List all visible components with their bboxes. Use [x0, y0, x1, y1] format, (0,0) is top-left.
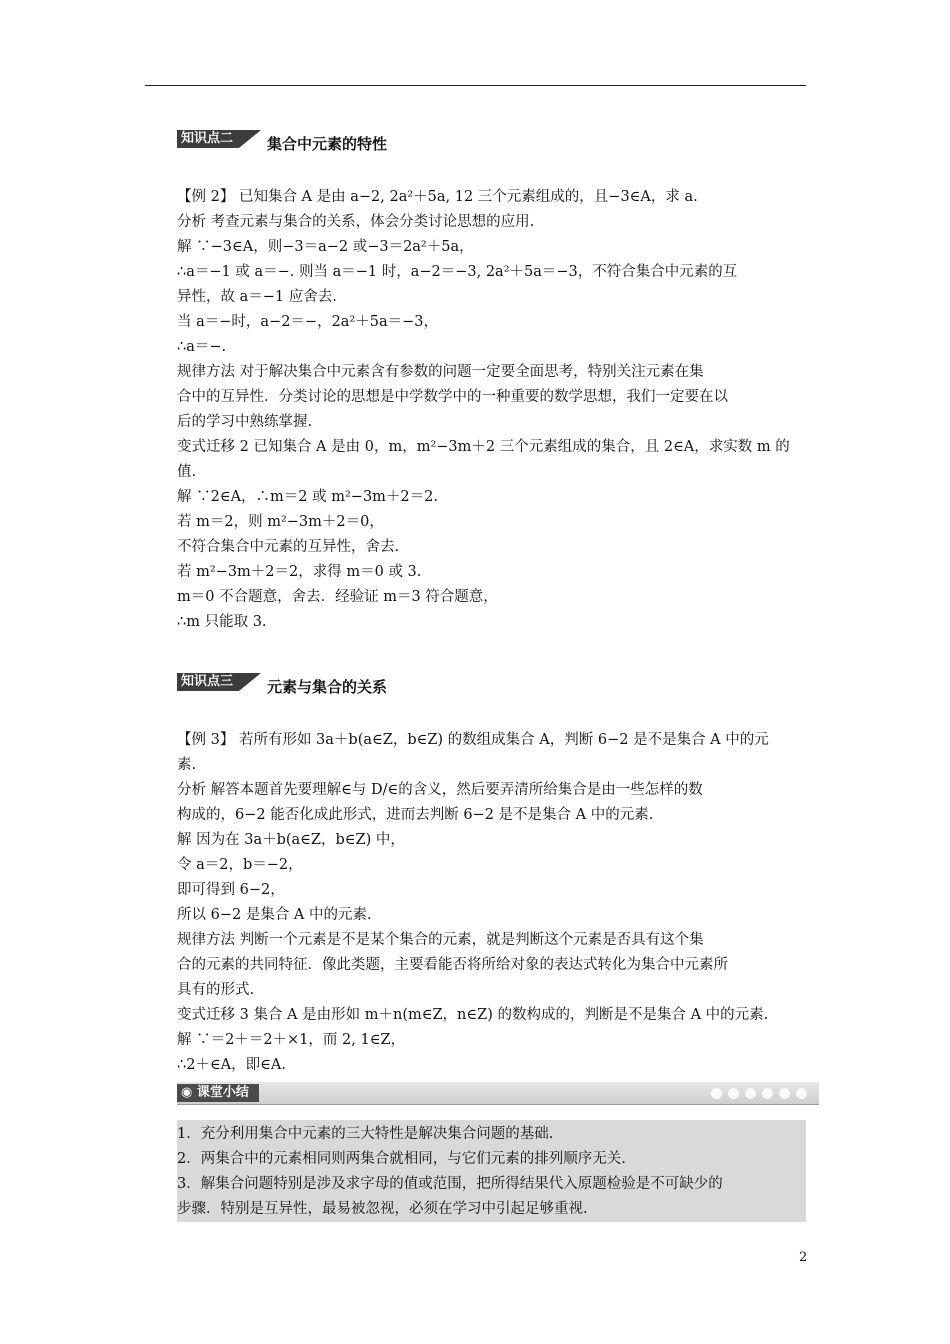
section-heading-2 [177, 128, 388, 153]
text-line: ∴a＝−. [177, 339, 227, 355]
text-line: ∴a＝−1 或 a＝−. 则当 a＝−1 时，a−2＝−3, 2a²＋5a＝−3，不符合集合中元素的互 [177, 264, 738, 280]
text-line: ∴m 只能取 3. [177, 614, 267, 630]
text-line: 令 a＝2，b＝−2， [177, 857, 303, 873]
dot-icon [711, 1088, 722, 1099]
section-title-2: 集合中元素的特性 [267, 134, 388, 153]
header-rule [145, 85, 806, 86]
text-line: 所以 6−2 是集合 A 中的元素. [177, 907, 372, 923]
text-line: 规律方法 判断一个元素是不是某个集合的元素，就是判断这个元素是否具有这个集 [177, 932, 704, 948]
text-line: 解 ∵2∈A，∴m＝2 或 m²−3m＋2＝2. [177, 489, 438, 505]
text-line: ∴2＋∈A，即∈A. [177, 1057, 286, 1073]
text-line: 分析 考查元素与集合的关系，体会分类讨论思想的应用. [177, 214, 535, 230]
text-line: 解 ∵−3∈A，则−3＝a−2 或−3＝2a²＋5a， [177, 239, 474, 255]
text-line: 变式迁移 3 集合 A 是由形如 m＋n(m∈Z，n∈Z) 的数构成的，判断是不是集合 A 中的元素. [177, 1007, 769, 1023]
text-line: 素. [177, 757, 197, 773]
text-line: 【例 2】 已知集合 A 是由 a−2, 2a²＋5a, 12 三个元素组成的，且−3∈A，求 a. [177, 189, 698, 205]
section-tag-2: 知识点二 [177, 130, 239, 148]
summary-box [177, 1120, 806, 1222]
summary-title: ◉ 课堂小结 [177, 1084, 259, 1102]
text-line: 合中的互异性．分类讨论的思想是中学数学中的一种重要的数学思想，我们一定要在以 [177, 389, 728, 405]
text-line: 后的学习中熟练掌握. [177, 414, 313, 430]
text-line: 若 m＝2，则 m²−3m＋2＝0， [177, 514, 384, 530]
dot-icon [796, 1088, 807, 1099]
text-line: m＝0 不合题意，舍去．经验证 m＝3 符合题意， [177, 589, 498, 605]
dot-icon [728, 1088, 739, 1099]
section-tag-3: 知识点三 [177, 673, 239, 691]
section-title-3: 元素与集合的关系 [267, 677, 388, 696]
text-line: 若 m²−3m＋2＝2，求得 m＝0 或 3. [177, 564, 422, 580]
text-line: 值. [177, 464, 197, 480]
text-line: 不符合集合中元素的互异性，舍去. [177, 539, 400, 555]
text-line: 分析 解答本题首先要理解∈与 D/∈的含义，然后要弄清所给集合是由一些怎样的数 [177, 782, 703, 798]
text-line: 合的元素的共同特征．像此类题，主要看能否将所给对象的表达式转化为集合中元素所 [177, 957, 728, 973]
text-line: 解 因为在 3a＋b(a∈Z，b∈Z) 中， [177, 832, 405, 848]
text-line: 当 a＝−时，a−2＝−，2a²＋5a＝−3， [177, 314, 438, 330]
text-line: 异性，故 a＝−1 应舍去. [177, 289, 337, 305]
text-line: 【例 3】 若所有形如 3a＋b(a∈Z，b∈Z) 的数组成集合 A，判断 6−2 是不是集合 A 中的元 [177, 732, 769, 748]
text-line: 具有的形式. [177, 982, 255, 998]
summary-item: 2．两集合中的元素相同则两集合就相同，与它们元素的排列顺序无关. [177, 1151, 626, 1167]
text-line: 规律方法 对于解决集合中元素含有参数的问题一定要全面思考，特别关注元素在集 [177, 364, 704, 380]
dot-icon [779, 1088, 790, 1099]
text-line: 即可得到 6−2， [177, 882, 285, 898]
summary-item: 1．充分利用集合中元素的三大特性是解决集合问题的基础. [177, 1126, 554, 1142]
text-line: 构成的，6−2 能否化成此形式，进而去判断 6−2 是不是集合 A 中的元素. [177, 807, 654, 823]
summary-bar [177, 1082, 819, 1105]
tag-tail-shape [239, 130, 261, 148]
text-line: 变式迁移 2 已知集合 A 是由 0，m，m²−3m＋2 三个元素组成的集合，且 2∈A，求实数 m 的 [177, 439, 790, 455]
text-line: 解 ∵＝2＋＝2＋×1，而 2, 1∈Z， [177, 1032, 406, 1048]
tag-tail-shape [239, 673, 261, 691]
dot-icon [762, 1088, 773, 1099]
summary-item: 步骤．特别是互异性，最易被忽视，必须在学习中引起足够重视. [177, 1201, 588, 1217]
page-number: 2 [799, 1250, 808, 1265]
section-heading-3 [177, 671, 388, 696]
summary-item: 3．解集合问题特别是涉及求字母的值或范围，把所得结果代入原题检验是不可缺少的 [177, 1176, 723, 1192]
decorative-dots [711, 1088, 807, 1099]
dot-icon [745, 1088, 756, 1099]
